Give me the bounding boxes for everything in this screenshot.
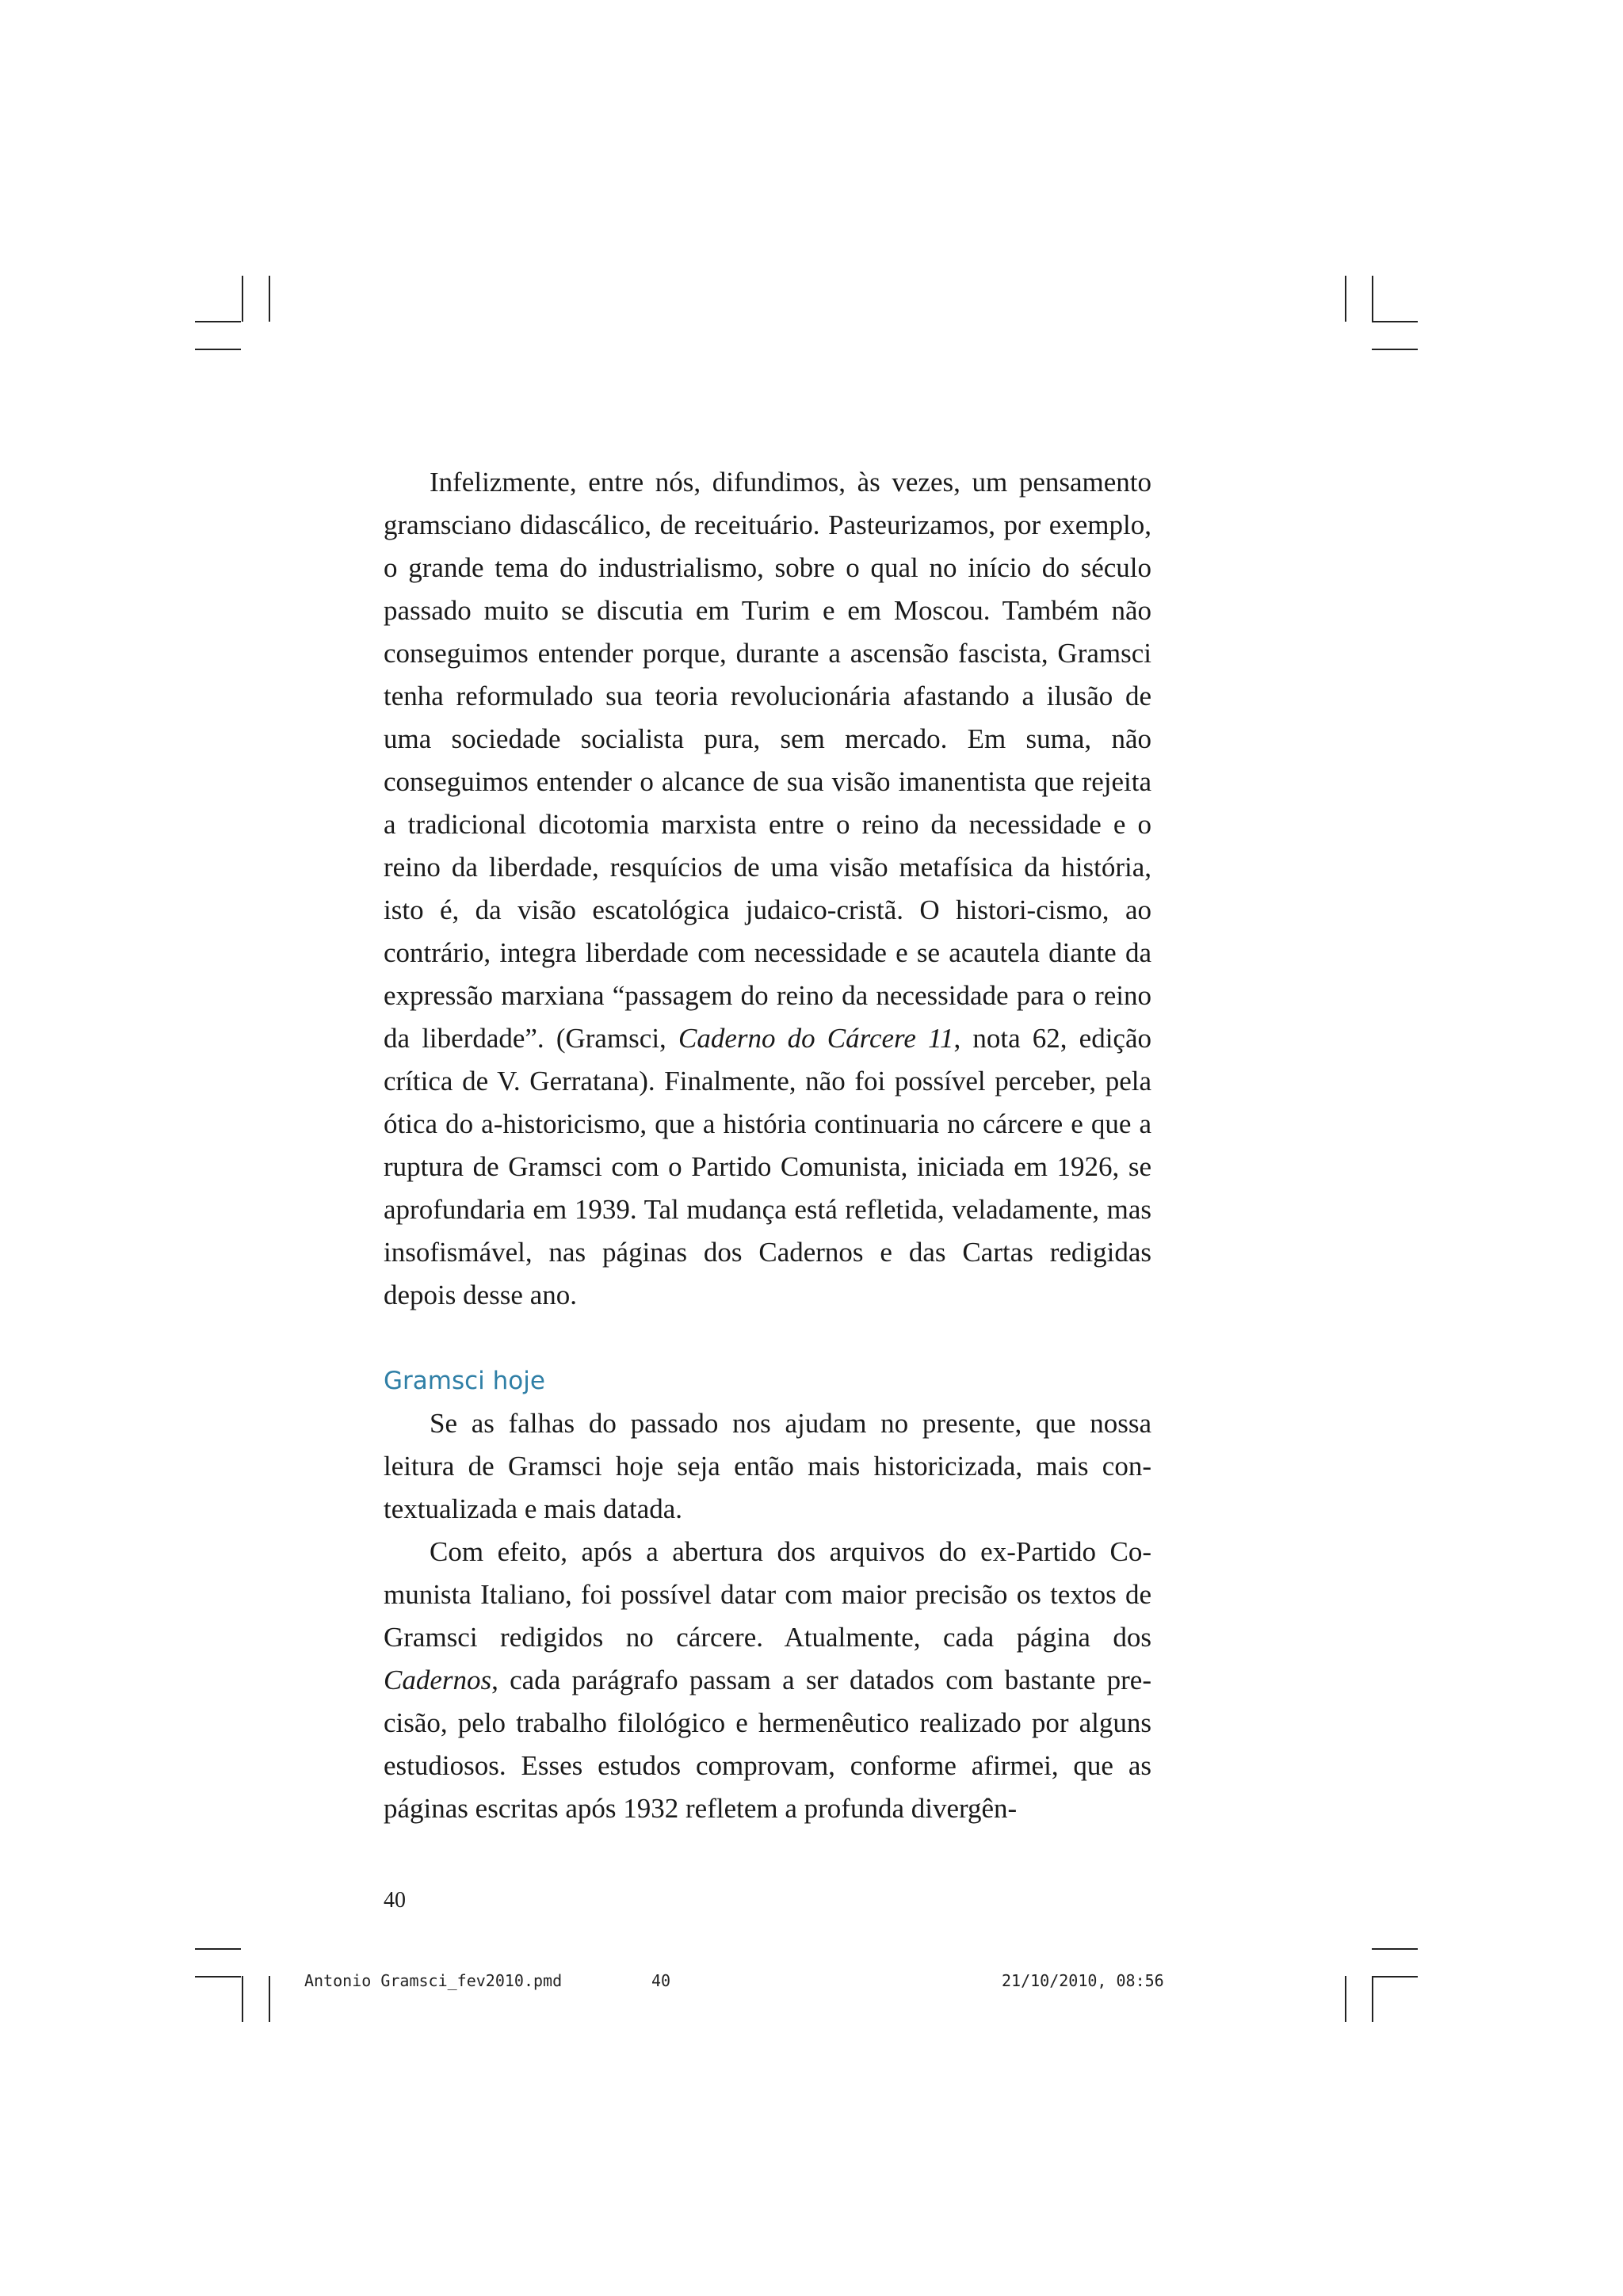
crop-mark <box>1372 349 1418 350</box>
italic-title: Caderno do Cárcere 11 <box>678 1023 954 1054</box>
paragraph-text: Com efeito, após a abertura dos arquivos do ex-Partido Comunista Italiano, foi possível datar com maior precisão os textos de Gramsci redigidos no cárcere. Atualmente, cada página dos <box>384 1536 1151 1653</box>
crop-mark <box>1372 1948 1418 1950</box>
crop-mark <box>1372 321 1418 322</box>
crop-mark <box>1372 1976 1373 2022</box>
paragraph: Se as falhas do passado nos ajudam no presente, que nossa leitura de Gramsci hoje seja então mais historicizada, mais contextualizada e mais datada. <box>384 1408 1151 1524</box>
section-heading: Gramsci hoje <box>384 1367 545 1395</box>
crop-mark <box>195 1948 241 1950</box>
paragraph <box>384 461 1151 1317</box>
crop-mark <box>195 321 241 322</box>
crop-mark <box>1372 276 1373 322</box>
page-number: 40 <box>384 1888 406 1913</box>
slug-datetime: 21/10/2010, 08:56 <box>1002 1971 1164 1990</box>
paragraph-text: Infelizmente, entre nós, difundimos, às vezes, um pensamento gramsciano didascálico, de receituário. Pasteurizamos, por exemplo, o grande tema do industrialismo, sobre o qual no início do século passado muito se discutia em Turim e em Moscou. Também não conseguimos entender porque, durante a ascensão fascista, Gramsci tenha reformulado sua teoria revolucionária afastando a ilusão de uma sociedade socialista pura, sem mercado. Em suma, não conseguimos entender o alcance de sua visão imanentista que rejeita a tradicional dicotomia marxista entre o reino da necessidade e o reino da liberdade, resquícios de uma visão metafísica da história, isto é, da visão escatológica judaico-cristã. O histori-cismo, ao contrário, integra liberdade com necessidade e se acautela diante da expressão marxiana “passagem do reino da necessidade para o reino da liberdade”. (Gramsci, <box>384 467 1151 1054</box>
paragraph <box>384 1531 1151 1830</box>
crop-mark <box>1345 276 1346 322</box>
crop-mark <box>1345 1976 1346 2022</box>
crop-mark <box>242 276 243 322</box>
body-text <box>384 461 1151 1830</box>
crop-mark <box>242 1976 243 2022</box>
crop-mark <box>1372 1976 1418 1978</box>
crop-mark <box>195 1976 241 1978</box>
paragraph-text: , nota 62, edição crítica de V. Gerratana). Finalmente, não foi possível perceber, pela ótica do a-historicismo, que a história continuaria no cárcere e que a ruptura de Gramsci com o Partido Comunista, iniciada em 1926, se aprofundaria em 1939. Tal mudança está refletida, veladamente, mas insofismável, nas páginas dos Cadernos e das Cartas redigidas depois desse ano. <box>384 1023 1151 1310</box>
crop-mark <box>269 1976 270 2022</box>
paragraph-text: , cada parágrafo passam a ser datados com bastante precisão, pelo trabalho filológico e hermenêutico realizado por alguns estudiosos. Esses estudos comprovam, conforme afirmei, que as páginas escritas após 1932 refletem a profunda divergên- <box>384 1665 1151 1824</box>
crop-mark <box>195 349 241 350</box>
slug-page: 40 <box>651 1971 671 1990</box>
crop-mark <box>269 276 270 322</box>
slug-filename: Antonio Gramsci_fev2010.pmd <box>304 1971 563 1990</box>
italic-title: Cadernos <box>384 1665 492 1695</box>
